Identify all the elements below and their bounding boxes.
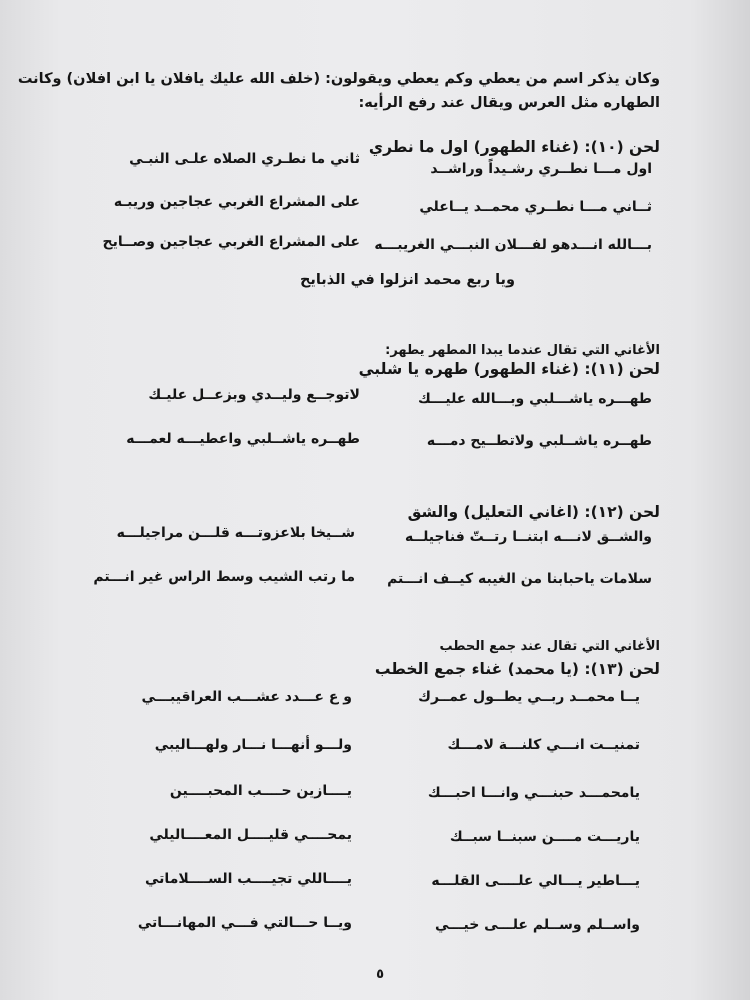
song10-verse2-left: على المشراع الغربي عجاجين وريبـه — [113, 194, 360, 210]
song10-verse3-left: على المشراع الغربي عجاجين وصــايح — [102, 234, 360, 250]
song10-verse1-right: اول مـــا نطــري رشـيداً وراشــد — [430, 161, 652, 177]
intro-line-1: وكان يذكر اسم من يعطي وكم يعطي ويقولون: (خلف الله عليك يافلان يا ابن افلان) وكانت — [17, 71, 660, 87]
song13-verse1-right: يــا محمــد ربــي يطــول عمــرك — [418, 689, 640, 705]
song13-verse3-left: يــــازين حــــب المحبــــين — [169, 783, 352, 799]
song11-verse1-right: طهـــره ياشـــلبي وبـــالله عليـــك — [417, 391, 652, 407]
song10-closing: ويا ربع محمد انزلوا في الذبايح — [299, 272, 515, 288]
song11-title: لحن (١١): (غناء الطهور) طهره يا شلبي — [358, 360, 660, 378]
section-circumcision-heading: الأغاني التي تقال عندما يبدا المطهر يطهر: — [385, 343, 660, 358]
song12-title: لحن (١٢): (اغاني التعليل) والشق — [407, 503, 660, 521]
song13-verse5-left: يــــاللي تجيــــب الســــلاماتي — [145, 871, 352, 887]
song10-verse2-right: ثــاني مـــا نطــري محمــد يــاعلي — [419, 199, 652, 215]
song13-verse3-right: يامحمـــد حبنـــي وانـــا احبـــك — [427, 785, 640, 801]
song10-verse3-right: بـــالله انـــدهو لفـــلان النبـــي الغريبـــه — [374, 237, 652, 253]
song12-verse2-left: ما رتب الشيب وسط الراس غير انـــتم — [93, 569, 355, 585]
song13-verse6-left: ويــا حـــالتي فـــي المهانـــاتي — [137, 915, 352, 931]
song12-verse2-right: سلامات ياحبابنا من الغيبه كيــف انـــتم — [387, 571, 652, 587]
song13-verse4-left: يمحــــي قليــــل المعــــاليلي — [149, 827, 352, 843]
song11-verse2-right: طهــره ياشــلبي ولاتطــيح دمـــه — [426, 433, 652, 449]
song13-verse4-right: ياريـــت مــــن سبنــا سبــك — [449, 829, 640, 845]
section-firewood-heading: الأغاني التي تقال عند جمع الحطب — [439, 639, 660, 654]
song13-verse2-right: تمنيــت انـــي كلنـــة لامـــك — [447, 737, 640, 753]
song12-verse1-right: والشــق لانـــه ابتنــا رتــتّ فناجيلــه — [405, 529, 652, 545]
song10-verse1-left: ثاني ما نطـري الصلاه علـى النبـي — [129, 151, 360, 167]
song13-verse2-left: ولـــو أنهـــا نـــار ولهـــاليبي — [154, 737, 352, 753]
page-number: ٥ — [376, 967, 384, 982]
intro-line-2: الطهاره مثل العرس ويقال عند رفع الرأيه: — [358, 95, 660, 111]
song13-verse6-right: واســلم وســلم علـــى خيـــي — [434, 917, 640, 933]
song11-verse2-left: طهــره ياشــلبي واعطيـــه لعمـــه — [126, 431, 360, 447]
song13-title: لحن (١٣): (يا محمد) غناء جمع الخطب — [374, 660, 660, 678]
song10-title: لحن (١٠): (غناء الطهور) اول ما نطري — [368, 138, 660, 156]
song13-verse1-left: و ع عـــدد عشـــب العراقيبـــي — [141, 689, 352, 705]
song11-verse1-left: لاتوجــع وليــدي وبزعــل عليـك — [148, 387, 360, 403]
song13-verse5-right: يـــاطير يـــالي علــــى القلـــه — [431, 873, 640, 889]
song12-verse1-left: شــيخا بلاعزوتـــه قلـــن مراجيلـــه — [116, 525, 355, 541]
